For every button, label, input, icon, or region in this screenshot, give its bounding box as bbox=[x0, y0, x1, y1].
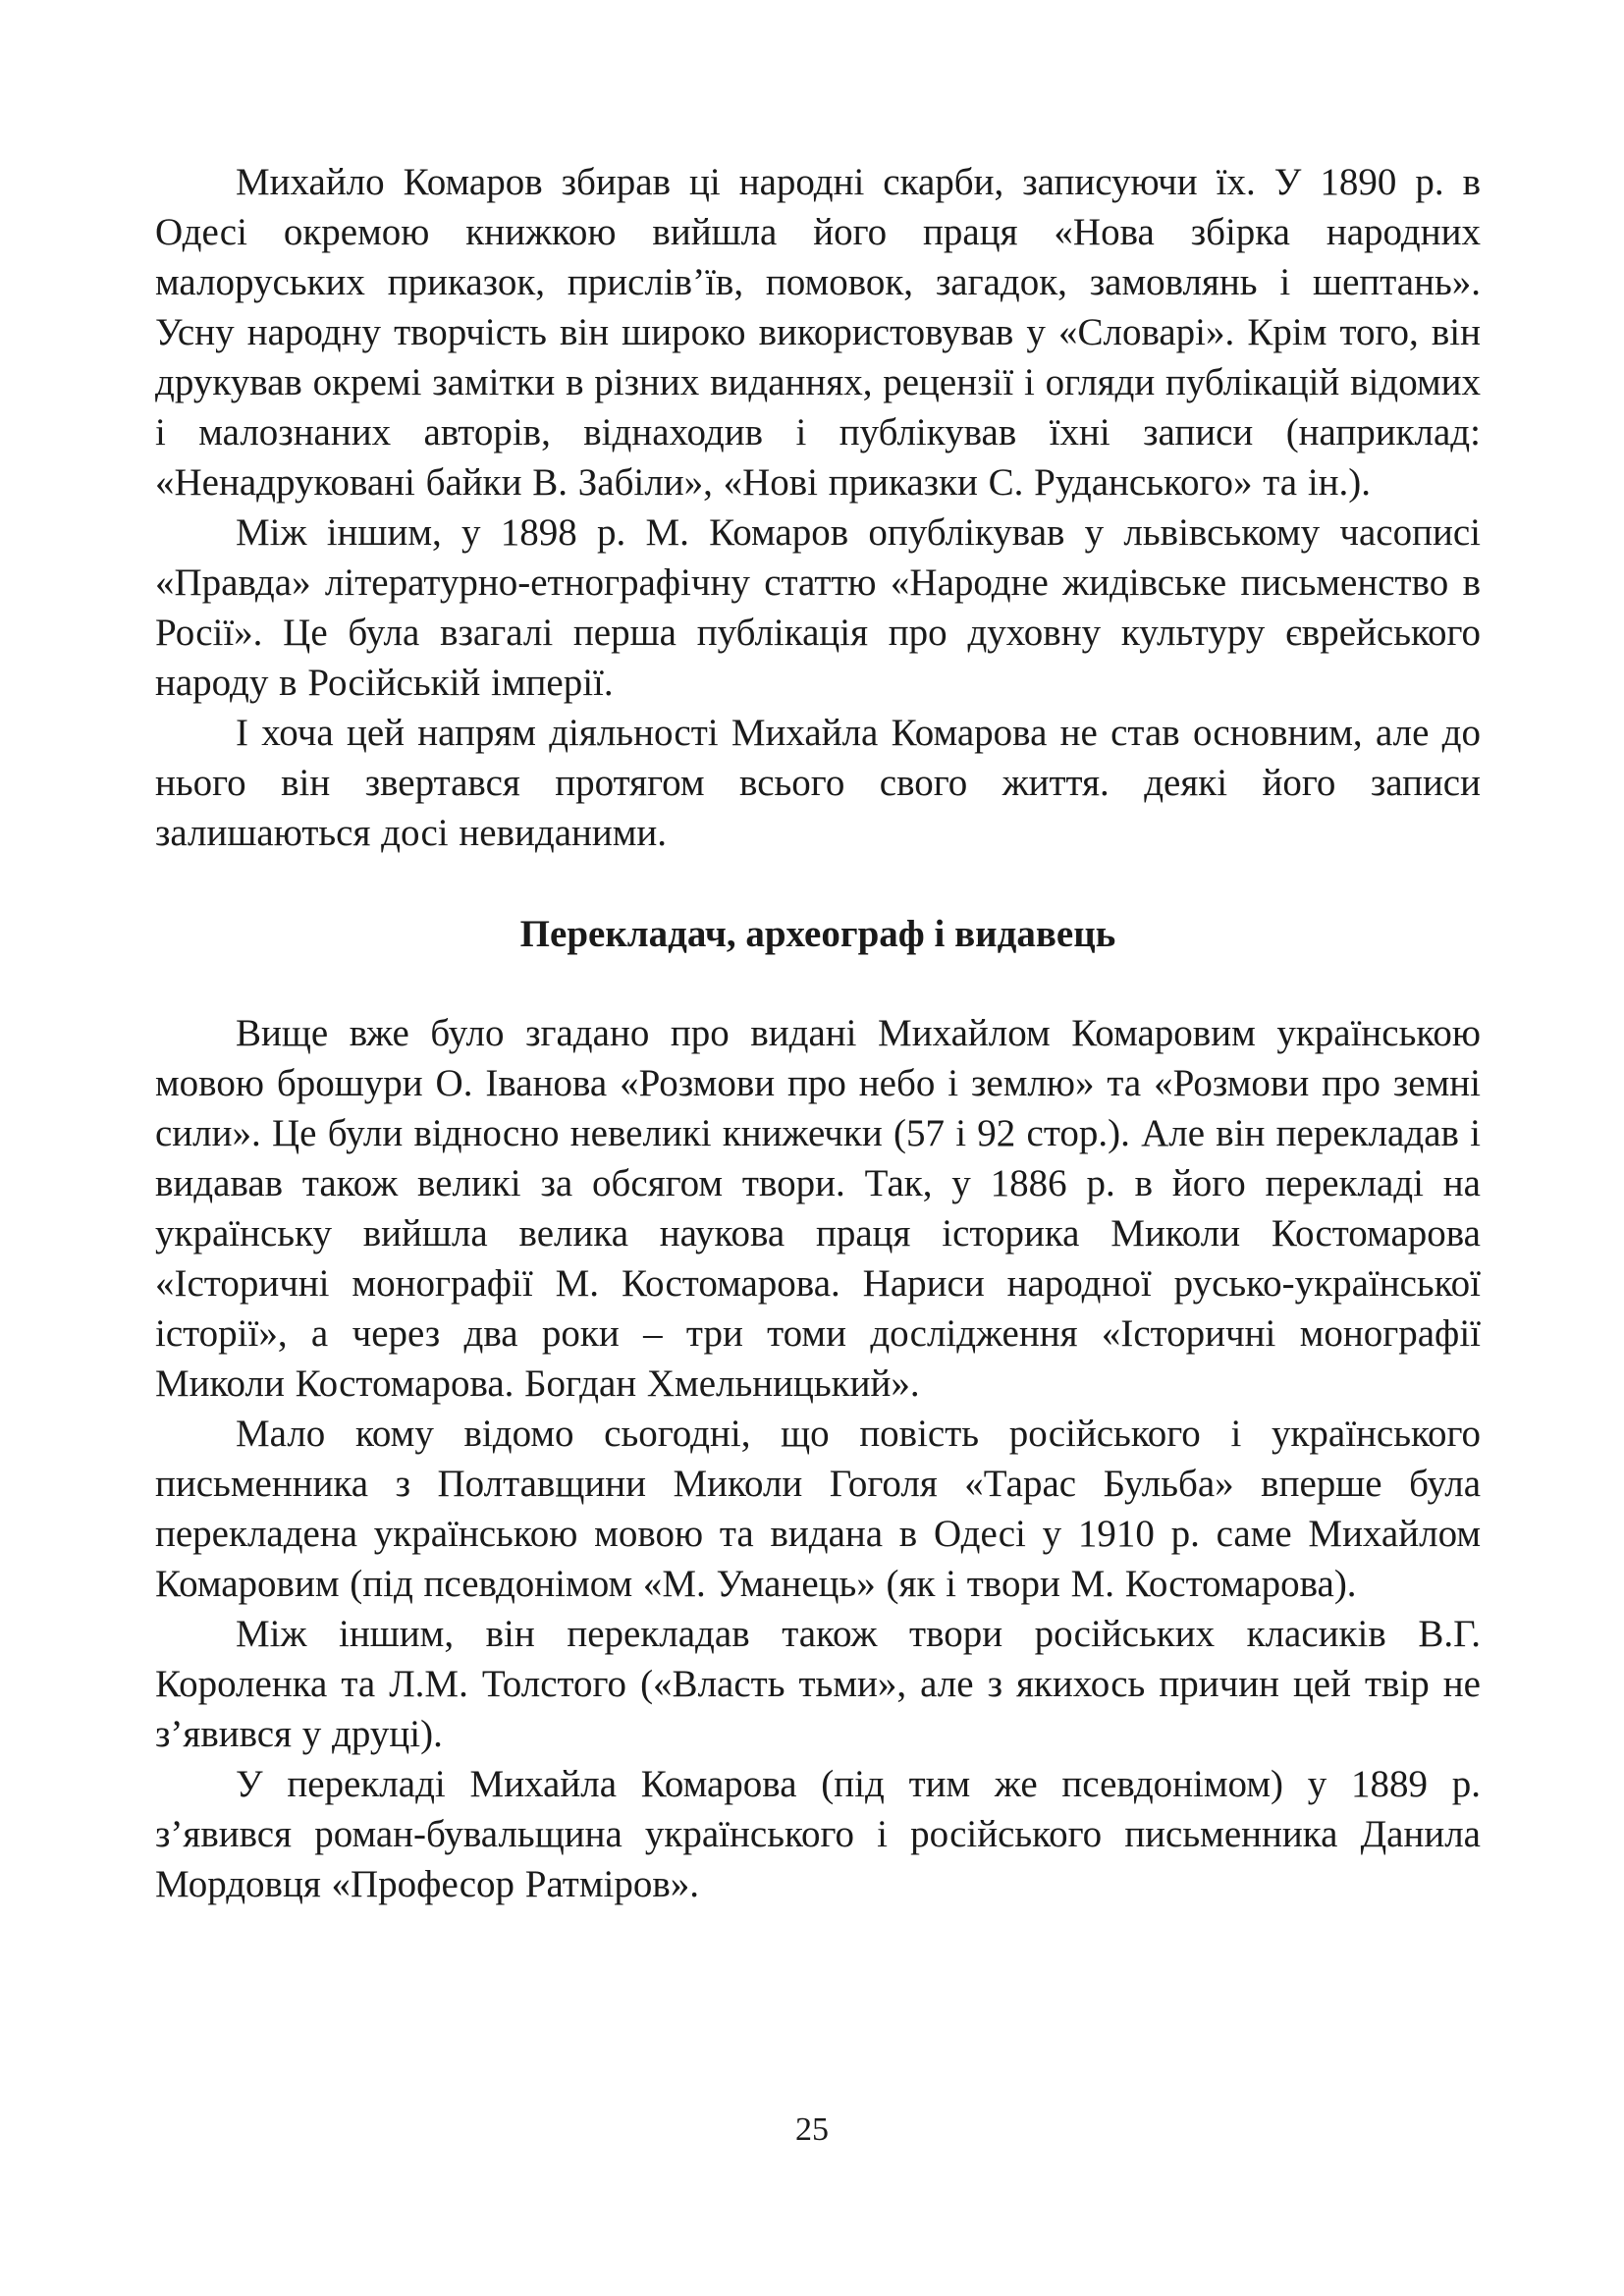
paragraph-mordovets: У перекладі Михайла Комарова (під тим же псевдонімом) у 1889 р. з’явився роман-бувальщина українського і російського письменника Данила Мордовця «Професор Ратміров». bbox=[155, 1763, 1481, 1905]
paragraph-translations-kostomarov: Вище вже було згадано про видані Михайлом Комаровим українською мовою брошури О. Іванова «Розмови про небо і землю» та «Розмови про земні сили». Це були відносно невеликі книжечки (57 і 92 стор.). Але він перекладав і видавав також великі за обсягом твори. Так, у 1886 р. в його перекладі на українську вийшла велика наукова праця історика Миколи Костомарова «Історичні монографії М. Костомарова. Нариси народної русько-української історії», а через два роки – три томи дослідження «Історичні монографії Миколи Костомарова. Богдан Хмельницький». bbox=[155, 1012, 1481, 1405]
spacer bbox=[155, 959, 1481, 1008]
page-number: 25 bbox=[795, 2111, 829, 2148]
page-body bbox=[155, 157, 1481, 1909]
paragraph-korolenko-tolstoy: Між іншим, він перекладав також твори російських класиків В.Г. Короленка та Л.М. Толстого («Власть тьми», але з якихось причин цей твір не з’явився у друці). bbox=[155, 1613, 1481, 1755]
paragraph-folk-collections: Михайло Комаров збирав ці народні скарби, записуючи їх. У 1890 р. в Одесі окремою книжкою вийшла його праця «Нова збірка народних малоруських приказок, прислів’їв, помовок, загадок, замовлянь і шептань». Усну народну творчість він широко використовував у «Словарі». Крім того, він друкував окремі замітки в різних виданнях, рецензії і огляди публікацій відомих і малознаних авторів, віднаходив і публікував їхні записи (наприклад: «Ненадруковані байки В. Забіли», «Нові приказки С. Руданського» та ін.). bbox=[155, 161, 1481, 504]
paragraph-research-direction: І хоча цей напрям діяльності Михайла Комарова не став основним, але до нього він звертався протягом всього свого життя. деякі його записи залишаються досі невиданими. bbox=[155, 712, 1481, 854]
spacer bbox=[155, 858, 1481, 909]
paragraph-pravda-article: Між іншим, у 1898 р. М. Комаров опублікував у львівському часописі «Правда» літературно-етнографічну статтю «Народне жидівське письменство в Росії». Це була взагалі перша публікація про духовну культуру єврейського народу в Російській імперії. bbox=[155, 511, 1481, 704]
paragraph-taras-bulba: Мало кому відомо сьогодні, що повість російського і українського письменника з Полтавщини Миколи Гоголя «Тарас Бульба» вперше була перекладена українською мовою та видана в Одесі у 1910 р. саме Михайлом Комаровим (під псевдонімом «М. Уманець» (як і твори М. Костомарова). bbox=[155, 1413, 1481, 1605]
section-heading: Перекладач, археограф і видавець bbox=[519, 913, 1116, 955]
